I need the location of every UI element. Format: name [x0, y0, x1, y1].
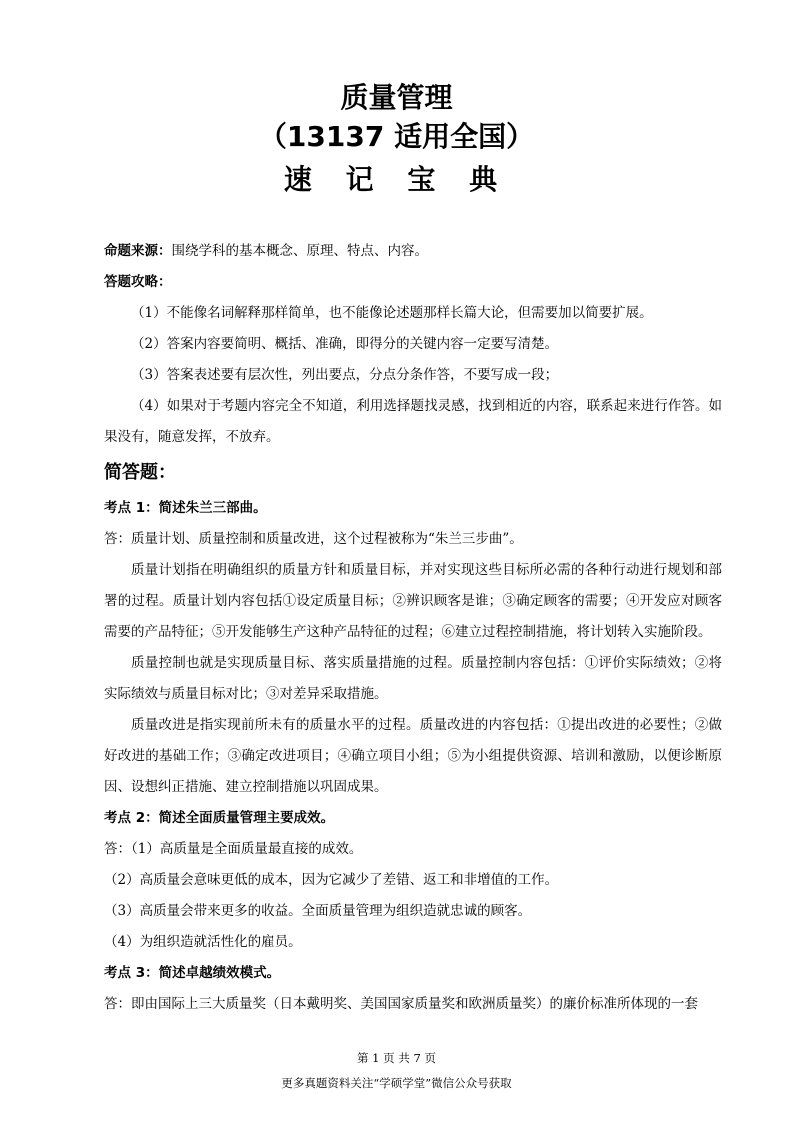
- doc-title: 质量管理: [340, 81, 453, 114]
- section-heading: 简答题：: [104, 462, 176, 483]
- doc-subtitle-2: 速 记 宝 典: [283, 163, 510, 196]
- strategy-item: （2）答案内容要简明、概括、准确，即得分的关键内容一定要写清楚。: [131, 336, 559, 352]
- strategy-item: （3）答案表述要有层次性，列出要点，分点分条作答，不要写成一段；: [131, 367, 559, 383]
- kp3-heading: 考点 3：简述卓越绩效模式。: [104, 965, 281, 981]
- kp2-item: （4）为组织造就活性化的雇员。: [104, 934, 302, 950]
- kp1-paragraph: 质量控制也就是实现质量目标、落实质量措施的过程。质量控制内容包括：①评价实际绩效；②将实际绩效与质量目标对比；③对差异采取措施。: [104, 655, 722, 702]
- kp2-heading: 考点 2：简述全面质量管理主要成效。: [104, 810, 335, 826]
- kp2-item: 答：（1）高质量是全面质量最直接的成效。: [104, 841, 363, 857]
- source-text: 围绕学科的基本概念、原理、特点、内容。: [171, 243, 428, 259]
- kp2-item: （2）高质量会意味更低的成本，因为它减少了差错、返工和非增值的工作。: [104, 872, 559, 888]
- kp1-paragraph: 质量计划指在明确组织的质量方针和质量目标，并对实现这些目标所必需的各种行动进行规划和部署的过程。质量计划内容包括①设定质量目标；②辨识顾客是谁；③确定顾客的需要；④开发应对顾客需要的产品特征；⑤开发能够生产这种产品特征的过程；⑥建立过程控制措施，将计划转入实施阶段。: [104, 562, 722, 640]
- kp1-paragraph: 质量改进是指实现前所未有的质量水平的过程。质量改进的内容包括：①提出改进的必要性；②做好改进的基础工作；③确定改进项目；④确立项目小组；⑤为小组提供资源、培训和激励，以便诊断原因、设想纠正措施、建立控制措施以巩固成果。: [104, 717, 722, 795]
- strategy-item: （1）不能像名词解释那样简单，也不能像论述题那样长篇大论，但需要加以简要扩展。: [131, 305, 653, 321]
- kp2-item: （3）高质量会带来更多的收益。全面质量管理为组织造就忠诚的顾客。: [104, 903, 532, 919]
- kp3-answer: 答：即由国际上三大质量奖（日本戴明奖、美国国家质量奖和欧洲质量奖）的廉价标准所体现的一套: [104, 996, 698, 1012]
- strategy-item: （4）如果对于考题内容完全不知道，利用选择题找灵感，找到相近的内容，联系起来进行作答。如果没有，随意发挥，不放弃。: [104, 398, 722, 445]
- source-label: 命题来源：: [104, 243, 172, 259]
- footer-note: 更多真题资料关注“学硕学堂”微信公众号获取: [281, 1076, 512, 1090]
- doc-subtitle: （13137 适用全国）: [258, 120, 535, 153]
- kp1-heading: 考点 1：简述朱兰三部曲。: [104, 500, 267, 516]
- strategy-label: 答题攻略：: [104, 274, 172, 290]
- source-line: [104, 236, 722, 267]
- kp1-answer: 答：质量计划、质量控制和质量改进，这个过程被称为“朱兰三步曲”。: [104, 531, 523, 547]
- page-number: 第 1 页 共 7 页: [357, 1051, 436, 1065]
- document-body: [104, 236, 722, 1020]
